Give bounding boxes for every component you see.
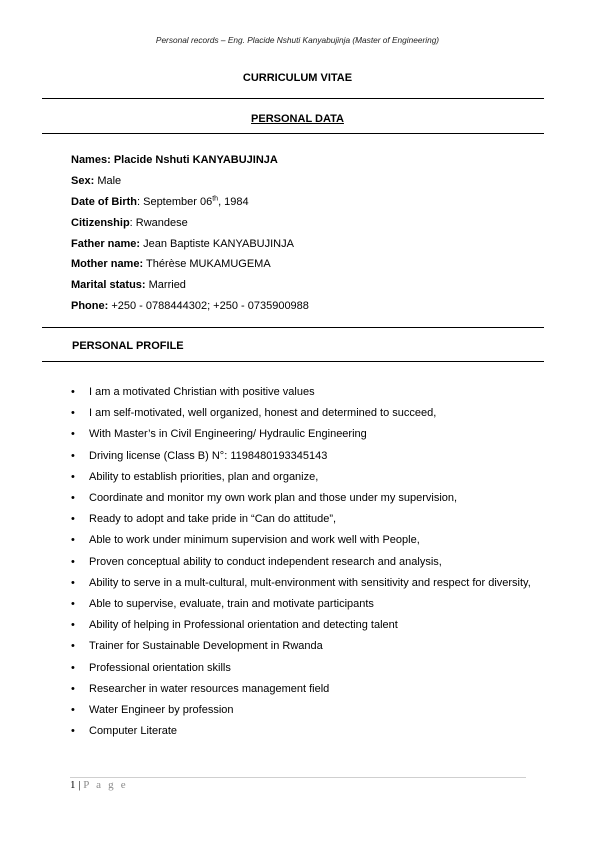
section-heading-text: PERSONAL DATA: [251, 113, 344, 125]
page-footer: [70, 779, 128, 791]
list-item: [71, 382, 541, 403]
bullet-icon: •: [71, 428, 75, 441]
citizenship-label: Citizenship: [71, 216, 130, 229]
bullet-icon: •: [71, 407, 75, 420]
father-label: Father name:: [71, 237, 141, 250]
bullet-icon: •: [71, 682, 75, 695]
list-item: [71, 467, 541, 488]
list-item: [71, 403, 541, 424]
citizenship-row: [71, 217, 531, 238]
list-item: [71, 488, 541, 509]
list-item: [71, 594, 541, 615]
list-item: [71, 552, 541, 573]
mother-row: [71, 258, 531, 279]
marital-label: Marital status:: [71, 279, 146, 292]
list-item: [71, 530, 541, 551]
sex-row: [71, 175, 531, 196]
list-item: [71, 721, 541, 742]
list-item-text: Able to supervise, evaluate, train and motivate participants: [89, 598, 374, 611]
bullet-icon: •: [71, 555, 75, 568]
page-header: Personal records – Eng. Placide Nshuti Kanyabujinja (Master of Engineering): [155, 35, 440, 45]
phone-row: [71, 300, 531, 321]
list-item: [71, 636, 541, 657]
father-value: Jean Baptiste KANYABUJINJA: [143, 237, 294, 250]
bullet-icon: •: [71, 449, 75, 462]
list-item-text: Ability to establish priorities, plan and organize,: [89, 470, 319, 483]
mother-value: Thérèse MUKAMUGEMA: [145, 258, 271, 271]
phone-value: +250 - 0788444302; +250 - 0735900988: [111, 300, 309, 313]
personal-data-list: [71, 154, 531, 321]
divider: [42, 133, 544, 134]
names-label: Names:: [71, 154, 111, 166]
list-item-text: With Master’s in Civil Engineering/ Hydraulic Engineering: [89, 428, 367, 441]
list-item-text: Trainer for Sustainable Development in Rwanda: [89, 640, 323, 653]
list-item-text: Driving license (Class B) N°: 1198480193345143: [89, 449, 328, 462]
list-item: [71, 509, 541, 530]
personal-profile-list: [71, 382, 541, 742]
divider: [42, 98, 544, 99]
marital-row: [71, 279, 531, 300]
bullet-icon: •: [71, 534, 75, 547]
section-heading-personal-data: [0, 113, 595, 125]
list-item-text: Ability to serve in a mult-cultural, mult-environment with sensitivity and respect for diversity,: [89, 576, 531, 589]
bullet-icon: •: [71, 513, 75, 526]
bullet-icon: •: [71, 661, 75, 674]
names-value: Placide Nshuti KANYABUJINJA: [113, 154, 278, 166]
footer-separator: |: [75, 779, 84, 791]
page-number: 1: [70, 779, 76, 791]
bullet-icon: •: [71, 725, 75, 738]
bullet-icon: •: [71, 619, 75, 632]
list-item: [71, 446, 541, 467]
citizenship-value: : Rwandese: [129, 216, 188, 229]
list-item-text: Ready to adopt and take pride in “Can do attitude”,: [89, 513, 337, 526]
bullet-icon: •: [71, 640, 75, 653]
bullet-icon: •: [71, 576, 75, 589]
list-item-text: Proven conceptual ability to conduct independent research and analysis,: [89, 555, 442, 568]
bullet-icon: •: [71, 598, 75, 611]
list-item: [71, 700, 541, 721]
bullet-icon: •: [71, 470, 75, 483]
list-item-text: Computer Literate: [89, 725, 178, 738]
mother-label: Mother name:: [71, 258, 144, 271]
page-word: P a g e: [83, 779, 128, 791]
divider: [42, 327, 544, 328]
list-item-text: Professional orientation skills: [89, 661, 231, 674]
section-heading-personal-profile: PERSONAL PROFILE: [72, 340, 184, 352]
list-item: [71, 658, 541, 679]
father-row: [71, 238, 531, 259]
bullet-icon: •: [71, 704, 75, 717]
list-item-text: I am self-motivated, well organized, honest and determined to succeed,: [89, 407, 437, 420]
divider: [42, 361, 544, 362]
list-item: [71, 679, 541, 700]
dob-value: : September 06: [137, 195, 213, 208]
list-item-text: I am a motivated Christian with positive values: [89, 386, 315, 398]
list-item: [71, 424, 541, 445]
phone-label: Phone:: [71, 300, 109, 313]
dob-ordinal: th: [212, 195, 219, 203]
list-item-text: Water Engineer by profession: [89, 704, 234, 717]
list-item-text: Coordinate and monitor my own work plan and those under my supervision,: [89, 492, 458, 505]
list-item-text: Able to work under minimum supervision and work well with People,: [89, 534, 420, 547]
marital-value: Married: [148, 279, 186, 292]
document-title: CURRICULUM VITAE: [242, 72, 353, 84]
bullet-icon: •: [71, 492, 75, 505]
dob-row: [71, 196, 531, 217]
bullet-icon: •: [71, 386, 75, 398]
list-item: [71, 615, 541, 636]
footer-divider: [70, 777, 526, 778]
dob-year: , 1984: [218, 195, 249, 208]
dob-label: Date of Birth: [71, 195, 137, 208]
list-item-text: Ability of helping in Professional orientation and detecting talent: [89, 619, 398, 632]
sex-label: Sex:: [71, 174, 95, 187]
list-item-text: Researcher in water resources management field: [89, 682, 330, 695]
list-item: [71, 573, 541, 594]
sex-value: Male: [97, 174, 122, 187]
names-row: [71, 154, 531, 175]
